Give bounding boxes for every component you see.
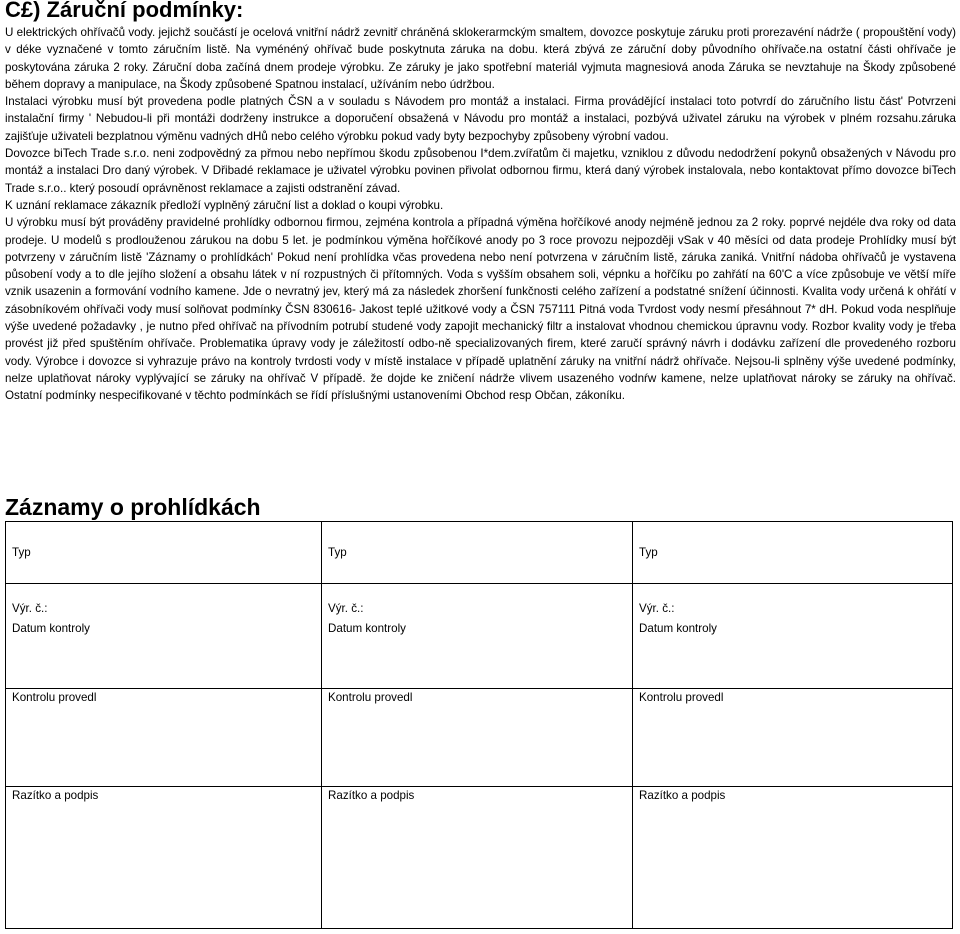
type-cell[interactable]: Typ bbox=[633, 522, 953, 584]
terms-paragraph: Dovozce biTech Trade s.r.o. neni zodpovědný za přmou nebo nepřímou škodu způsobenou I*dem.zvířatům či majetku, vzniklou z důvodu nedodržení pokynů obsažených v Návodu pro montáž a instalaci Dro daný výrobek. V Dřibadé reklamace je uživatel výrobku povinen přivolat odbornou firmu, která daný výrobek instalovala, nebo kontaktovat přímo dovozce biTech Trade s.r.o.. který posoudí oprávněnost reklamace a zajisti odstranění závad. bbox=[5, 147, 956, 195]
table-row bbox=[6, 849, 953, 929]
table-row bbox=[6, 644, 953, 689]
table-row bbox=[6, 583, 953, 619]
serial-number-cell[interactable]: Výr. č.: bbox=[6, 583, 322, 619]
stamp-entry-cell[interactable] bbox=[322, 849, 633, 929]
inspector-cell[interactable]: Kontrolu provedl bbox=[633, 689, 953, 749]
serial-number-cell[interactable]: Výr. č.: bbox=[633, 583, 953, 619]
inspection-date-cell[interactable]: Datum kontroly bbox=[633, 619, 953, 644]
stamp-entry-cell[interactable] bbox=[6, 849, 322, 929]
inspection-date-cell[interactable]: Datum kontroly bbox=[6, 619, 322, 644]
terms-paragraph: U výrobku musí být prováděny pravidelné prohlídky odbornou firmou, zejména kontrola a případná výměna hořčíkové anody nejméně jednou za 2 roky. poprvé nejdéle dva roky od data prodeje. U modelů s prodlouženou zárukou na dobu 5 let. je podmínkou výměna hořčíkové anody po 3 roce provozu nejpozději vSak v 40 měsíci od data prodeje Prohlídky musí být potvrzeny v záručním listě 'Záznamy o prohlídkách' Pokud není prohlídka včas provedena nebo není potvrzena v záručním listě, záruka zaniká. Vnitřní nádoba ohřívačů je vystavena působení vody a to dle jejího složení a obsahu látek v ní rozpustných či přítomných. Voda s vyšším obsahem soli, vépnku a hořčíku po zahřátí na 60'C a více způsobuje ve větší míře vznik usazenin a formování vodního kamene. Jde o nevratný jev, který má za následek zhoršení funkčnosti celého zařízení a podstatné snížení účinnosti. Kvalita vody určená k ohřátí v zásobníkovém ohřívači vody musí solňovat podmínky ČSN 830616- Jakost tepIé užitkové vody a ČSN 757111 Pitná voda Tvrdost vody nesmí přesáhnout 7* dH. Pokud voda nesplňuje výše uvedené požadavky , je nutno před ohřívač na přívodním potrubí studené vody zapojit mechanický filtr a instalovat vhodnou chemickou úpravnu vody. Rozbor kvality vody je třeba provést již před spuštěním ohřívače. Problematika úpravy vody je záležitostí odbo-ně specializovaných firem, které zaručí správný návrh i dodávku zařízení dle provedeného rozboru vody. Výrobce i dovozce si vyhrazuje právo na kontroly tvrdosti vody v místě instalace v případě uplatnění záruky na vnitřní nádrž ohřívače. Nejsou-li splněny výše uvedené podmínky, nelze uplatňovat nároky vyplývající se záruky na ohřívač V případě. že dojde ke zničení nádrže vlivem usazeného vodnŕw kamene, nelze uplatňovat nároky se záruky na ohřívač. Ostatní podmínky nespecifikované v těchto podmínkách se řídí příslušnými ustanoveními Obchod resp Občan, zákoníku. bbox=[5, 216, 956, 403]
records-heading: Záznamy o prohlídkách bbox=[5, 494, 261, 520]
table-row bbox=[6, 522, 953, 584]
stamp-signature-cell[interactable]: Razítko a podpis bbox=[633, 787, 953, 849]
inspector-cell[interactable]: Kontrolu provedl bbox=[6, 689, 322, 749]
inspection-date-cell[interactable]: Datum kontroly bbox=[322, 619, 633, 644]
table-row bbox=[6, 689, 953, 749]
stamp-signature-cell[interactable]: Razítko a podpis bbox=[6, 787, 322, 849]
type-cell[interactable]: Typ bbox=[6, 522, 322, 584]
inspector-entry-cell[interactable] bbox=[633, 749, 953, 787]
type-cell[interactable]: Typ bbox=[322, 522, 633, 584]
inspector-entry-cell[interactable] bbox=[322, 749, 633, 787]
inspection-records-table bbox=[5, 521, 953, 929]
terms-paragraph: K uznání reklamace zákazník předloží vyplněný záruční list a doklad o koupi výrobku. bbox=[5, 198, 444, 212]
inspector-entry-cell[interactable] bbox=[6, 749, 322, 787]
date-entry-cell[interactable] bbox=[633, 644, 953, 689]
stamp-entry-cell[interactable] bbox=[633, 849, 953, 929]
table-row bbox=[6, 749, 953, 787]
inspector-cell[interactable]: Kontrolu provedl bbox=[322, 689, 633, 749]
date-entry-cell[interactable] bbox=[322, 644, 633, 689]
table-row bbox=[6, 787, 953, 849]
terms-paragraph: Instalaci výrobku musí být provedena podle platných ČSN a v souladu s Návodem pro montáž a instalaci. Firma provádějící instalaci toto potvrdí do záručního listu část' Potvrzeni instalační firmy ' Nebudou-li při montáži dodrženy instrukce a doporučení obsažená v Návodu pro montáž a instalaci, pozbývá uživatel záruku na výrobek v plném rozsahu.záruka zajišťuje uživateli bezplatnou výměnu vadných dHů nebo celého výrobku pokud vady byty bezpochyby způsobeny výrobní vadou. bbox=[5, 95, 956, 143]
warranty-terms-text bbox=[5, 24, 956, 405]
date-entry-cell[interactable] bbox=[6, 644, 322, 689]
stamp-signature-cell[interactable]: Razítko a podpis bbox=[322, 787, 633, 849]
terms-paragraph: U elektrických ohřívačů vody. jejichž součástí je ocelová vnitřní nádrž zevnitř chráněná sklokerarmckým smaltem, dovozce poskytuje záruku proti prorezavéní nádrže ( propouštění vody) v déke vyznačené v tomto záručním listě. Na vyménéný ohřívač bude poskytnuta záruka na dobu. která zbývá ze záruční doby původního ohřívače.na ostatní části ohřívače je poskytována záruka 2 roky. Záruční doba začíná dnem prodeje výrobku. Ze záruky je jako spotřební materiál vyjmuta magnesiová anoda Záruka se nevztahuje na Škody způsobené během dopravy a manipulace, na Škody způsobené Spatnou instalací, užíváním nebo údržbou. bbox=[5, 26, 956, 91]
serial-number-cell[interactable]: Výr. č.: bbox=[322, 583, 633, 619]
table-row bbox=[6, 619, 953, 644]
terms-heading: C£) Záruční podmínky: bbox=[5, 0, 244, 22]
